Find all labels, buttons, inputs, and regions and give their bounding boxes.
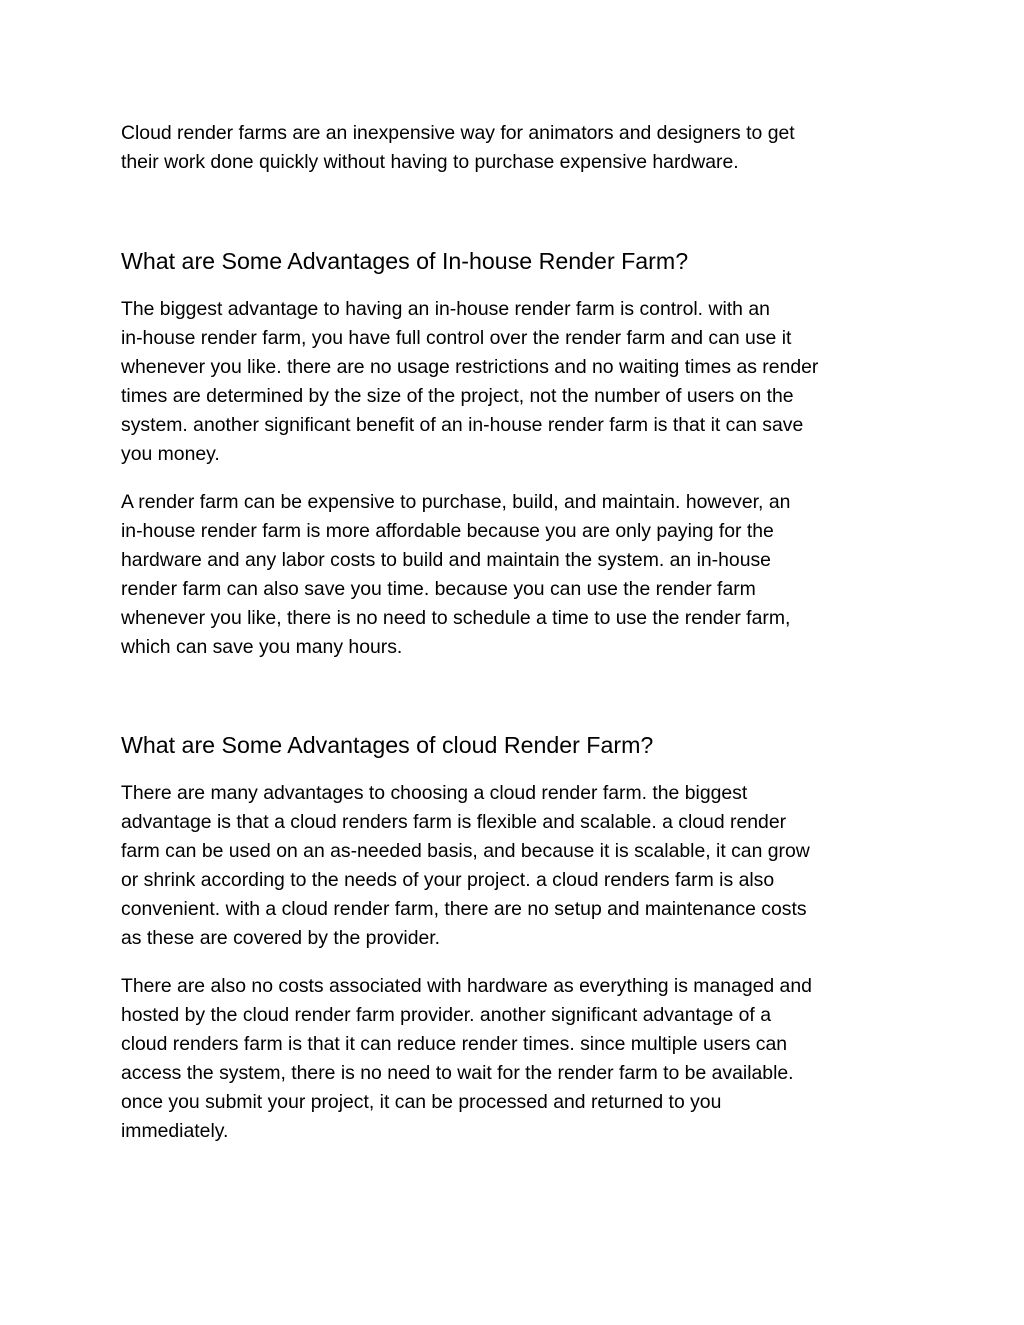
document-page	[121, 119, 911, 1146]
inhouse-paragraph-2: A render farm can be expensive to purchase, build, and maintain. however, an in-house render farm is more affordable because you are only paying for the hardware and any labor costs to build and maintain the system. an in-house render farm can also save you time. because you can use the render farm whenever you like, there is no need to schedule a time to use the render farm, which can save you many hours.	[121, 491, 791, 658]
cloud-paragraph-1: There are many advantages to choosing a cloud render farm. the biggest advantage is that a cloud renders farm is flexible and scalable. a cloud render farm can be used on an as-needed basis, and because it is scalable, it can grow or shrink according to the needs of your project. a cloud renders farm is also convenient. with a cloud render farm, there are no setup and maintenance costs as these are covered by the provider.	[121, 782, 810, 949]
inhouse-paragraph-1: The biggest advantage to having an in-house render farm is control. with an in-house render farm, you have full control over the render farm and can use it whenever you like. there are no usage restrictions and no waiting times as render times are determined by the size of the project, not the number of users on the system. another significant benefit of an in-house render farm is that it can save you money.	[121, 298, 819, 465]
cloud-paragraph-2: There are also no costs associated with hardware as everything is managed and hosted by the cloud render farm provider. another significant advantage of a cloud renders farm is that it can reduce render times. since multiple users can access the system, there is no need to wait for the render farm to be available. once you submit your project, it can be processed and returned to you immediately.	[121, 975, 812, 1142]
section-heading-cloud: What are Some Advantages of cloud Render Farm?	[121, 732, 654, 758]
section-heading-inhouse: What are Some Advantages of In-house Render Farm?	[121, 248, 689, 274]
intro-paragraph: Cloud render farms are an inexpensive way for animators and designers to get their work done quickly without having to purchase expensive hardware.	[121, 122, 795, 173]
